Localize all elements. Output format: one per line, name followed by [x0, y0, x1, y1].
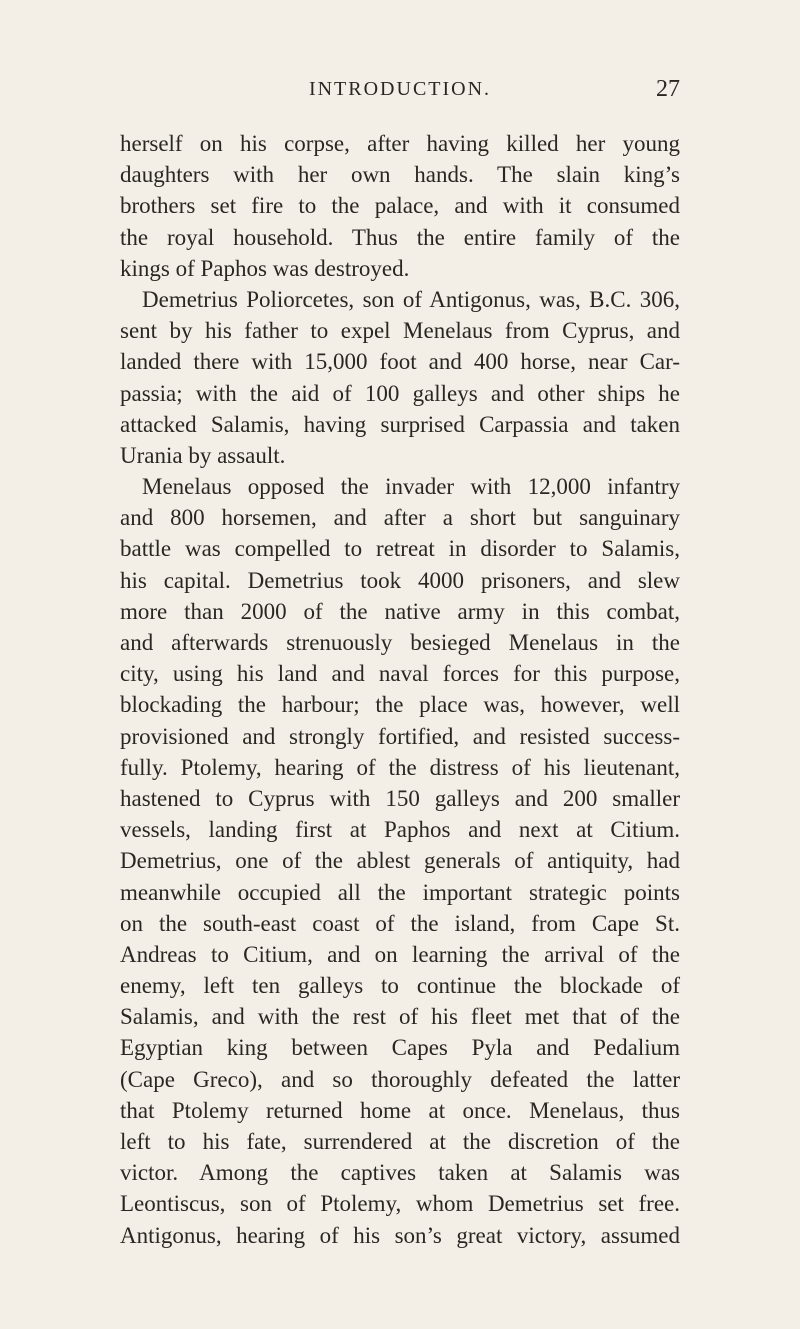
text-line: daughters with her own hands. The slain king’s — [120, 162, 680, 188]
text-line: left to his fate, surrendered at the discretion of the — [120, 1129, 680, 1154]
text-line: that Ptolemy returned home at once. Menelaus, thus — [120, 1097, 680, 1123]
text-line: on the south-east coast of the island, from Cape St. — [120, 910, 680, 936]
text-line: blockading the harbour; the place was, however, well — [120, 692, 680, 718]
text-line: his capital. Demetrius took 4000 prisoners, and slew — [120, 567, 680, 593]
text-line: enemy, left ten galleys to continue the blockade of — [120, 973, 680, 999]
page-number: 27 — [656, 76, 680, 102]
text-line: vessels, landing first at Paphos and next at Citium. — [120, 817, 680, 843]
text-line: Leontiscus, son of Ptolemy, whom Demetrius set free. — [120, 1191, 680, 1217]
running-header — [120, 72, 680, 112]
text-line: Andreas to Citium, and on learning the arrival of the — [120, 941, 680, 967]
text-line: brothers set fire to the palace, and with it consumed — [120, 193, 680, 219]
text-line: victor. Among the captives taken at Salamis was — [120, 1160, 680, 1186]
text-line: Menelaus opposed the invader with 12,000 infantry — [142, 474, 680, 500]
text-line: Demetrius Poliorcetes, son of Antigonus, was, B.C. 306, — [142, 286, 680, 312]
text-line: the royal household. Thus the entire family of the — [120, 224, 680, 250]
text-line: fully. Ptolemy, hearing of the distress of his lieutenant, — [120, 754, 680, 780]
text-line: sent by his father to expel Menelaus from Cyprus, and — [120, 318, 680, 344]
body-text — [120, 128, 680, 1251]
running-title: INTRODUCTION. — [308, 78, 492, 100]
text-line: Salamis, and with the rest of his fleet met that of the — [120, 1004, 680, 1030]
text-line: attacked Salamis, having surprised Carpassia and taken — [120, 411, 680, 437]
text-line: kings of Paphos was destroyed. — [120, 255, 410, 281]
text-line: battle was compelled to retreat in disorder to Salamis, — [120, 536, 680, 562]
text-line: hastened to Cyprus with 150 galleys and 200 smaller — [120, 785, 680, 811]
text-line: meanwhile occupied all the important strategic points — [120, 879, 680, 905]
text-line: and 800 horsemen, and after a short but sanguinary — [120, 505, 680, 531]
text-line: city, using his land and naval forces for this purpose, — [120, 661, 680, 687]
text-line: landed there with 15,000 foot and 400 horse, near Car- — [120, 349, 680, 375]
text-line: passia; with the aid of 100 galleys and other ships he — [120, 380, 680, 406]
text-line: (Cape Greco), and so thoroughly defeated the latter — [120, 1066, 680, 1092]
text-line: provisioned and strongly fortified, and resisted success- — [120, 723, 680, 749]
text-line: more than 2000 of the native army in this combat, — [120, 598, 680, 624]
text-line: Antigonus, hearing of his son’s great victory, assumed — [120, 1222, 680, 1248]
text-line: Egyptian king between Capes Pyla and Pedalium — [120, 1035, 680, 1061]
text-line: Demetrius, one of the ablest generals of antiquity, had — [120, 848, 680, 874]
text-line: and afterwards strenuously besieged Menelaus in the — [120, 630, 680, 655]
text-line: Urania by assault. — [120, 442, 286, 468]
text-line: herself on his corpse, after having killed her young — [120, 131, 680, 156]
